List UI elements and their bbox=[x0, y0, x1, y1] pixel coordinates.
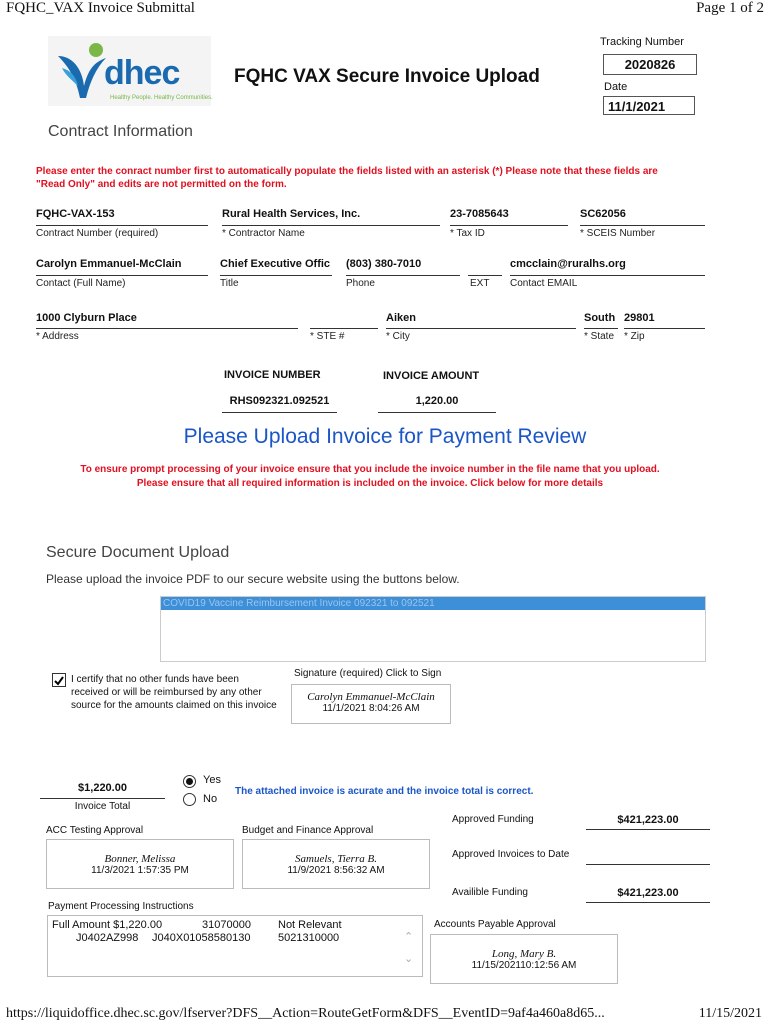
contact-email-field[interactable]: cmcclain@ruralhs.org bbox=[510, 258, 705, 276]
yes-label: Yes bbox=[203, 774, 221, 786]
ste-label: * STE # bbox=[310, 331, 345, 342]
state-field[interactable]: South bbox=[584, 312, 618, 329]
invoice-number-field[interactable]: RHS092321.092521 bbox=[222, 395, 337, 413]
phone-field[interactable]: (803) 380-7010 bbox=[346, 258, 460, 276]
city-field[interactable]: Aiken bbox=[386, 312, 576, 329]
upload-note-line1: To ensure prompt processing of your invoice ensure that you include the invoice number in the file name that you upload. bbox=[80, 464, 660, 475]
footer-date: 11/15/2021 bbox=[698, 1006, 762, 1021]
approved-invoices-label: Approved Invoices to Date bbox=[452, 849, 570, 860]
approved-funding-field[interactable]: $421,223.00 bbox=[586, 814, 710, 830]
date-field[interactable]: 11/1/2021 bbox=[603, 96, 695, 115]
approved-invoices-field[interactable] bbox=[586, 849, 710, 865]
invoice-amount-label: INVOICE AMOUNT bbox=[383, 370, 480, 382]
sceis-number-label: * SCEIS Number bbox=[580, 228, 656, 239]
acc-approver-name: Bonner, Melissa bbox=[104, 853, 176, 865]
zip-field[interactable]: 29801 bbox=[624, 312, 705, 329]
payment-line1-b: 31070000 bbox=[202, 919, 251, 931]
invoice-amount-field[interactable]: 1,220.00 bbox=[378, 395, 496, 413]
payment-instructions-label: Payment Processing Instructions bbox=[48, 901, 194, 912]
secure-upload-instruction: Please upload the invoice PDF to our secure website using the buttons below. bbox=[46, 572, 460, 586]
logo-tagline: Healthy People. Healthy Communities. bbox=[110, 95, 213, 101]
available-funding-field[interactable]: $421,223.00 bbox=[586, 887, 710, 903]
contract-section-title: Contract Information bbox=[48, 123, 193, 140]
title-field[interactable]: Chief Executive Offic bbox=[220, 258, 332, 276]
payment-line1-c: Not Relevant bbox=[278, 919, 342, 931]
acc-approval-date: 11/3/2021 1:57:35 PM bbox=[91, 865, 189, 876]
contractor-name-field[interactable]: Rural Health Services, Inc. bbox=[222, 208, 440, 226]
contact-email-label: Contact EMAIL bbox=[510, 278, 578, 289]
zip-label: * Zip bbox=[624, 331, 645, 342]
ap-approval-box[interactable] bbox=[430, 934, 618, 984]
radio-selected-dot bbox=[186, 778, 193, 785]
logo-text: dhec bbox=[104, 54, 180, 92]
document-title: FQHC_VAX Invoice Submittal bbox=[6, 0, 195, 16]
payment-line2-b: J040X01058580130 bbox=[152, 932, 251, 944]
checkmark-icon bbox=[53, 675, 65, 687]
available-funding-label: Availible Funding bbox=[452, 887, 528, 898]
upload-review-heading: Please Upload Invoice for Payment Review bbox=[183, 425, 587, 448]
contract-number-label: Contract Number (required) bbox=[36, 228, 159, 239]
address-field[interactable]: 1000 Clyburn Place bbox=[36, 312, 298, 329]
tracking-number-field[interactable]: 2020826 bbox=[603, 54, 697, 75]
signature-box[interactable] bbox=[291, 684, 451, 724]
budget-approval-box[interactable] bbox=[242, 839, 430, 889]
acc-approval-label: ACC Testing Approval bbox=[46, 825, 144, 836]
scroll-down-icon[interactable]: ⌄ bbox=[404, 953, 414, 965]
signature-date: 11/1/2021 8:04:26 AM bbox=[322, 703, 420, 714]
approved-funding-label: Approved Funding bbox=[452, 814, 534, 825]
title-label: Title bbox=[220, 278, 239, 289]
scroll-up-icon[interactable]: ⌃ bbox=[404, 931, 414, 943]
payment-line2-c: 5021310000 bbox=[278, 932, 340, 944]
tracking-number-label: Tracking Number bbox=[600, 36, 684, 48]
budget-approver-name: Samuels, Tierra B. bbox=[295, 853, 377, 865]
tax-id-label: * Tax ID bbox=[450, 228, 485, 239]
footer-url: https://liquidoffice.dhec.sc.gov/lfserver?DFS__Action=RouteGetForm&DFS__EventID=9af4a460a8d65... bbox=[6, 1006, 605, 1021]
certify-text: I certify that no other funds have been received or will be reimbursed by any other source for the amounts claimed on this invoice bbox=[71, 674, 277, 711]
certify-checkbox[interactable] bbox=[52, 673, 66, 687]
payment-instructions-textarea[interactable] bbox=[47, 915, 423, 977]
ste-field[interactable] bbox=[310, 312, 378, 329]
payment-line2-a: J0402AZ998 bbox=[76, 932, 139, 944]
signature-name: Carolyn Emmanuel-McClain bbox=[307, 691, 435, 703]
dhec-logo bbox=[48, 36, 211, 106]
signature-label: Signature (required) Click to Sign bbox=[294, 668, 442, 679]
page-number: Page 1 of 2 bbox=[696, 0, 764, 16]
file-upload-list[interactable] bbox=[160, 596, 706, 662]
ap-approval-date: 11/15/202110:12:56 AM bbox=[471, 960, 577, 971]
file-list-item[interactable]: COVID19 Vaccine Reimbursement Invoice 092321 to 092521 bbox=[161, 597, 705, 610]
yes-radio[interactable] bbox=[183, 775, 196, 788]
address-label: * Address bbox=[36, 331, 79, 342]
contract-instruction: Please enter the conract number first to automatically populate the fields listed with an asterisk (*) Please note that these fields are "Read Only" and edits are not permitted on the form. bbox=[36, 166, 658, 190]
budget-approval-label: Budget and Finance Approval bbox=[242, 825, 374, 836]
invoice-total-label: Invoice Total bbox=[74, 801, 131, 812]
phone-label: Phone bbox=[346, 278, 375, 289]
accuracy-statement: The attached invoice is acurate and the invoice total is correct. bbox=[235, 786, 534, 797]
date-label: Date bbox=[604, 81, 628, 93]
ext-label: EXT bbox=[470, 278, 490, 289]
invoice-number-label: INVOICE NUMBER bbox=[224, 369, 321, 381]
budget-approval-date: 11/9/2021 8:56:32 AM bbox=[287, 865, 385, 876]
contractor-name-label: * Contractor Name bbox=[222, 228, 305, 239]
state-label: * State bbox=[584, 331, 615, 342]
no-radio[interactable] bbox=[183, 793, 196, 806]
ap-approver-name: Long, Mary B. bbox=[491, 948, 557, 960]
secure-upload-heading: Secure Document Upload bbox=[46, 544, 230, 561]
invoice-total-field[interactable]: $1,220.00 bbox=[40, 782, 165, 799]
payment-line1-a: Full Amount $1,220.00 bbox=[52, 919, 163, 931]
upload-note-line2: Please ensure that all required information is included on the invoice. Click below for more details bbox=[136, 478, 604, 489]
ext-field[interactable] bbox=[468, 258, 502, 276]
form-title: FQHC VAX Secure Invoice Upload bbox=[234, 66, 540, 87]
city-label: * City bbox=[386, 331, 410, 342]
tax-id-field[interactable]: 23-7085643 bbox=[450, 208, 568, 226]
sceis-number-field[interactable]: SC62056 bbox=[580, 208, 705, 226]
contact-name-label: Contact (Full Name) bbox=[36, 278, 126, 289]
no-label: No bbox=[203, 793, 218, 805]
acc-approval-box[interactable] bbox=[46, 839, 234, 889]
contact-name-field[interactable]: Carolyn Emmanuel-McClain bbox=[36, 258, 208, 276]
ap-approval-label: Accounts Payable Approval bbox=[434, 919, 556, 930]
contract-number-field[interactable]: FQHC-VAX-153 bbox=[36, 208, 208, 226]
